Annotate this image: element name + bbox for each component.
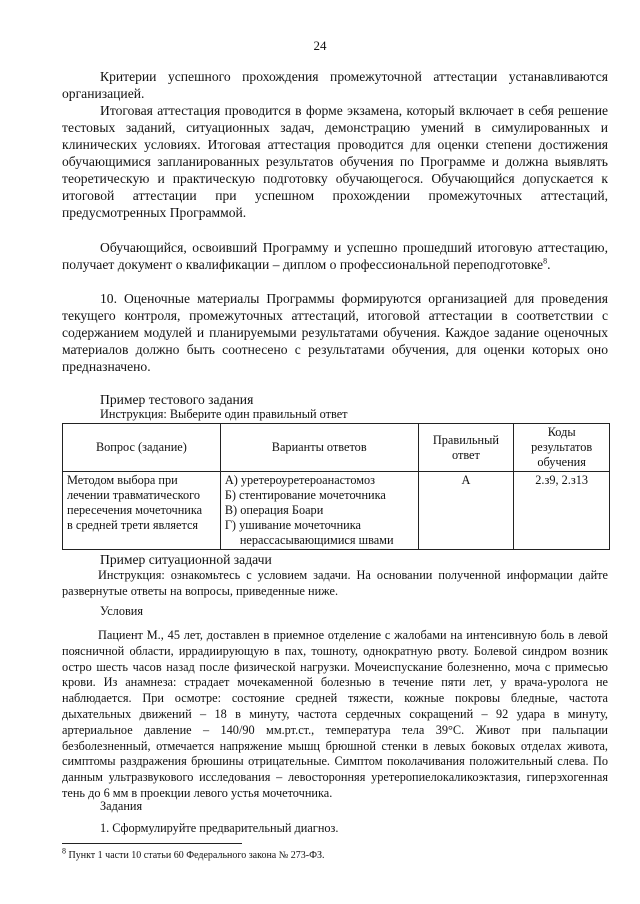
question-line: в средней трети является	[67, 518, 199, 532]
question-line: Методом выбора при	[67, 473, 178, 487]
col-codes: Коды результатов обучения	[514, 424, 610, 472]
case-example-instruction: Инструкция: ознакомьтесь с условием задачи. На основании полученной информации дайте развернутые ответы на вопросы, приведенные ниже.	[62, 568, 608, 598]
table-row	[63, 472, 610, 550]
question-line: пересечения мочеточника	[67, 503, 203, 517]
tasks-label: Задания	[100, 799, 143, 813]
conditions-label: Условия	[100, 604, 144, 618]
footnote	[62, 846, 325, 862]
paragraph-diploma-end: .	[547, 257, 551, 272]
codes-cell: 2.з9, 2.з13	[514, 472, 610, 550]
case-example-heading: Пример ситуационной задачи	[100, 552, 272, 567]
option-b: Б) стентирование мочеточника	[224, 488, 386, 502]
footnote-text: Пункт 1 части 10 статьи 60 Федерального закона № 273-ФЗ.	[66, 850, 325, 861]
option-a: А) уретероуретероанастомоз	[224, 473, 376, 487]
paragraph-intermediate-attestation: Критерии успешного прохождения промежуточной аттестации устанавливаются организацией.	[62, 69, 608, 101]
test-example-heading: Пример тестового задания	[100, 392, 254, 407]
col-options: Варианты ответов	[220, 424, 418, 472]
paragraph-final-attestation: Итоговая аттестация проводится в форме экзамена, который включает в себя решение тестовых заданий, ситуационных задач, демонстрацию умений в симулированных и клинических условиях. Итоговая аттестация проводится для оценки степени достижения обучающимися запланированных результатов обучения по Программе и должна выявлять теоретическую и практическую подготовку обучающегося. Обучающийся допускается к итоговой аттестации при успешном прохождении промежуточных аттестаций, предусмотренных Программой.	[62, 103, 608, 220]
option-d-cont: нерассасывающимися швами	[239, 533, 394, 547]
conditions-text: Пациент М., 45 лет, доставлен в приемное отделение с жалобами на интенсивную боль в левой поясничной области, иррадиирующую в пах, тошноту, однократную рвоту. Болевой синдром возник остро шесть часов назад после физической нагрузки. Мочеиспускание болезненно, моча с примесью крови. Из анамнеза: страдает мочекаменной болезнью в течение пяти лет, у врача-уролога не наблюдается. При осмотре: состояние средней тяжести, кожные покровы бледные, частота дыхательных движений – 18 в минуту, частота сердечных сокращений – 92 удара в минуту, артериальное давление – 140/90 мм.рт.ст., температура тела 39°С. Живот при пальпации безболезненный, отмечается напряжение мышц брюшной стенки в левых боковых отделах живота, симптомы раздражения брюшины отрицательные. Симптом поколачивания положительный слева. По данным ультразвукового исследования – левосторонняя уретеропиелокаликоэктазия, гиперэхогенная тень до 6 мм в проекции левого устья мочеточника.	[62, 628, 608, 800]
test-table	[62, 423, 610, 550]
question-cell	[63, 472, 221, 550]
paragraph-diploma-text: Обучающийся, освоивший Программу и успешно прошедший итоговую аттестацию, получает документ о квалификации – диплом о профессиональной переподготовке	[62, 240, 608, 272]
option-c: В) операция Боари	[224, 503, 324, 517]
question-line: лечении травматического	[67, 488, 201, 502]
col-question: Вопрос (задание)	[63, 424, 221, 472]
paragraph-diploma	[62, 239, 608, 273]
footnote-divider	[62, 843, 242, 844]
test-table-header	[63, 424, 610, 472]
page-number: 24	[313, 38, 327, 53]
paragraph-assessment-materials: 10. Оценочные материалы Программы формируются организацией для проведения текущего контроля, промежуточных аттестаций, итоговой аттестации в соответствии с содержанием модулей и планируемыми результатами обучения. Каждое задание оценочных материалов должно быть соотнесено с результатами обучения, для оценки которых оно предназначено.	[62, 291, 608, 374]
task-1: 1. Сформулируйте предварительный диагноз.	[100, 821, 339, 835]
footnote-ref: 8	[543, 256, 548, 266]
col-answer: Правильный ответ	[418, 424, 514, 472]
options-cell	[220, 472, 418, 550]
option-d: Г) ушивание мочеточника	[224, 518, 361, 532]
test-example-instruction: Инструкция: Выберите один правильный ответ	[100, 407, 348, 421]
footnote-mark: 8	[62, 846, 66, 856]
answer-cell: А	[418, 472, 514, 550]
